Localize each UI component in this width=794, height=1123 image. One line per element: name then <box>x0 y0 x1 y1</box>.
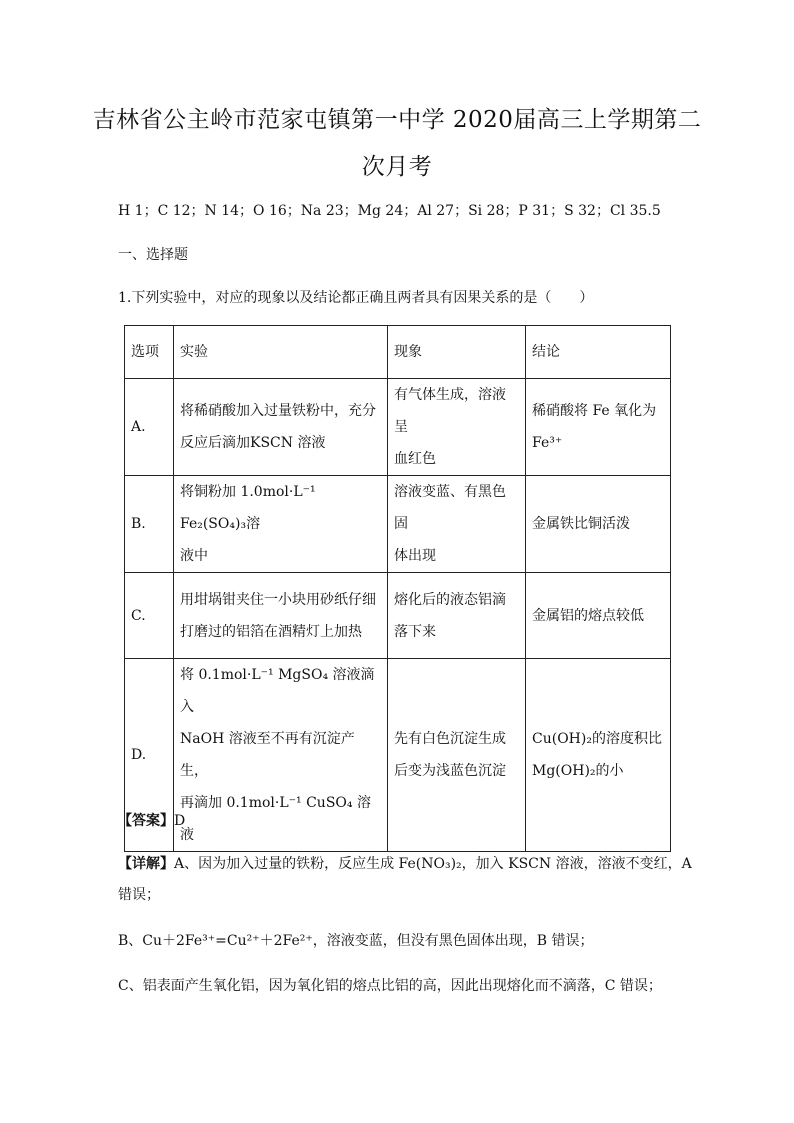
conclusion-cell <box>526 659 671 852</box>
header-experiment: 实验 <box>174 326 388 379</box>
cell-line: 再滴加 0.1mol·L⁻¹ CuSO₄ 溶液 <box>180 795 371 843</box>
cell-line: 有气体生成，溶液呈 <box>394 387 506 435</box>
cell-line: 后变为浅蓝色沉淀 <box>394 763 506 779</box>
cell-line: 金属铝的熔点较低 <box>532 607 644 624</box>
answer-label: 【答案】 <box>118 813 174 829</box>
header-phenomenon: 现象 <box>388 326 526 379</box>
explanation-a-text: A、因为加入过量的铁粉，反应生成 Fe(NO₃)₂，加入 KSCN 溶液，溶液不变红，A <box>174 856 692 872</box>
cell-line: NaOH 溶液至不再有沉淀产生， <box>180 731 355 779</box>
cell-line: 体出现 <box>394 548 436 564</box>
answer-value: D <box>174 813 186 829</box>
title-line-2: 次月考 <box>361 154 433 180</box>
explanation-line-a <box>118 853 692 873</box>
cell-line: 用坩埚钳夹住一小块用砂纸仔细 <box>180 591 376 608</box>
cell-line: 液中 <box>180 548 208 564</box>
atomic-masses: H 1；C 12；N 14；O 16；Na 23；Mg 24；Al 27；Si 28；P 31；S 32；Cl 35.5 <box>118 203 661 219</box>
cell-line: 反应后滴加KSCN 溶液 <box>180 435 326 451</box>
cell-line: 血红色 <box>394 451 436 467</box>
option-label: A. <box>125 379 174 476</box>
explanation-line-c: C、铝表面产生氧化铝，因为氧化铝的熔点比铝的高，因此出现熔化而不滴落，C 错误； <box>118 978 662 994</box>
cell-line: Fe³⁺ <box>532 435 563 451</box>
table-row <box>125 659 671 852</box>
phenomenon-cell <box>388 573 526 659</box>
table-row <box>125 476 671 573</box>
table-header-row <box>125 326 671 379</box>
cell-line: 稀硝酸将 Fe 氧化为 <box>532 403 657 419</box>
option-label: B. <box>125 476 174 573</box>
phenomenon-cell <box>388 379 526 476</box>
header-option: 选项 <box>125 326 174 379</box>
cell-line: 将铜粉加 1.0mol·L⁻¹ Fe₂(SO₄)₃溶 <box>180 484 316 532</box>
explanation-line-b: B、Cu＋2Fe³⁺=Cu²⁺＋2Fe²⁺，溶液变蓝，但没有黑色固体出现，B 错误； <box>118 933 594 949</box>
cell-line: 将 0.1mol·L⁻¹ MgSO₄ 溶液滴入 <box>180 667 375 715</box>
option-label: D. <box>125 659 174 852</box>
experiment-cell <box>174 659 388 852</box>
cell-line: 落下来 <box>394 623 436 640</box>
phenomenon-cell <box>388 476 526 573</box>
question-1-stem: 1.下列实验中，对应的现象以及结论都正确且两者具有因果关系的是（ ） <box>118 290 594 306</box>
header-conclusion: 结论 <box>526 326 671 379</box>
explanation-label: 【详解】 <box>118 856 174 872</box>
cell-line: 熔化后的液态铝滴 <box>394 591 506 608</box>
option-label: C. <box>125 573 174 659</box>
conclusion-cell <box>526 573 671 659</box>
cell-line: 溶液变蓝、有黑色固 <box>394 484 506 532</box>
explanation-line-a-cont: 错误； <box>118 887 160 903</box>
cell-line: 打磨过的铝箔在酒精灯上加热 <box>180 623 362 640</box>
experiment-cell <box>174 476 388 573</box>
conclusion-cell <box>526 476 671 573</box>
experiment-cell <box>174 379 388 476</box>
table-row <box>125 573 671 659</box>
phenomenon-cell <box>388 659 526 852</box>
conclusion-cell <box>526 379 671 476</box>
cell-line: 将稀硝酸加入过量铁粉中，充分 <box>180 403 376 419</box>
experiment-cell <box>174 573 388 659</box>
cell-line: Cu(OH)₂的溶度积比 <box>532 731 662 747</box>
table-row <box>125 379 671 476</box>
cell-line: 先有白色沉淀生成 <box>394 731 506 747</box>
section-heading: 一、选择题 <box>118 247 188 263</box>
title-line-1: 吉林省公主岭市范家屯镇第一中学 2020届高三上学期第二 <box>92 107 702 133</box>
answer-line <box>118 810 185 830</box>
cell-line: Mg(OH)₂的小 <box>532 763 624 779</box>
cell-line: 金属铁比铜活泼 <box>532 516 630 532</box>
question-1-table <box>124 325 671 852</box>
